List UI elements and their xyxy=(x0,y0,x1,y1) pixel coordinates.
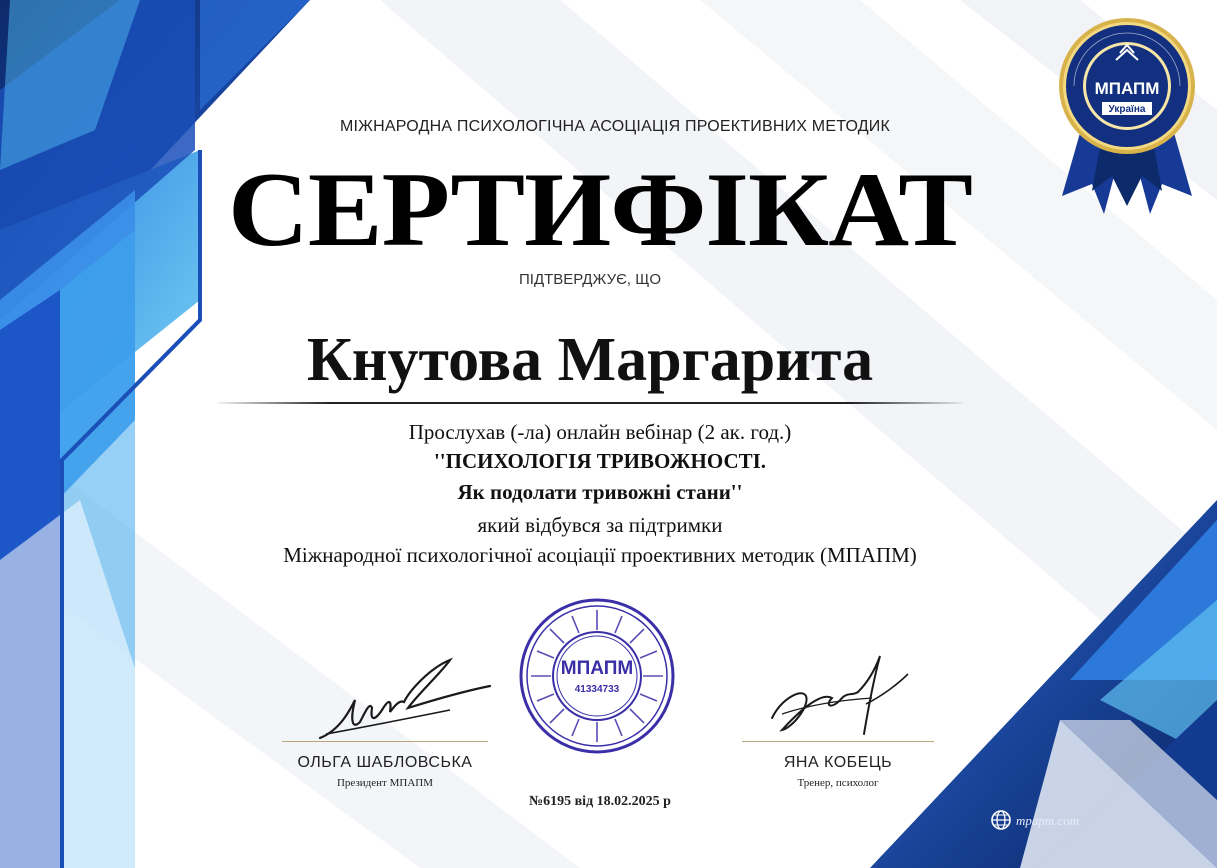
certificate-title: СЕРТИФІКАТ xyxy=(228,151,972,269)
name-underline xyxy=(218,402,963,404)
signer-role-right: Тренер, психолог xyxy=(797,777,879,789)
stamp-abbr: МПАПМ xyxy=(560,658,634,679)
website-link[interactable]: mpapm.com xyxy=(1016,813,1080,828)
webinar-title-line1: ''ПСИХОЛОГІЯ ТРИВОЖНОСТІ. xyxy=(433,449,767,473)
official-stamp xyxy=(517,596,677,756)
signer-role-left: Президент МПАПМ xyxy=(336,777,433,789)
globe-icon xyxy=(990,809,1012,831)
certificate-number: №6195 від 18.02.2025 р xyxy=(529,794,671,809)
stamp-code: 41334733 xyxy=(574,684,620,695)
badge-abbr: МПАПМ xyxy=(1094,79,1160,98)
signature-left-image xyxy=(300,650,500,750)
signer-name-left: ОЛЬГА ШАБЛОВСЬКА xyxy=(297,754,473,771)
body-line-attended: Прослухав (-ла) онлайн вебінар (2 ак. год.) xyxy=(408,420,792,444)
organization-name: МІЖНАРОДНА ПСИХОЛОГІЧНА АСОЦІАЦІЯ ПРОЕКТИВНИХ МЕТОДИК xyxy=(339,118,891,135)
confirms-label: ПІДТВЕРДЖУЄ, ЩО xyxy=(519,271,661,288)
webinar-title-line2: Як подолати тривожні стани'' xyxy=(457,480,743,504)
mpapm-badge-seal xyxy=(1052,16,1202,216)
signer-name-right: ЯНА КОБЕЦЬ xyxy=(783,754,893,771)
body-line-supported: який відбувся за підтримки xyxy=(477,513,723,537)
signature-left-line xyxy=(282,741,488,742)
recipient-name: Кнутова Маргарита xyxy=(306,326,874,394)
body-line-organization: Міжнародної психологічної асоціації проективних методик (МПАПМ) xyxy=(283,543,917,567)
badge-country: Україна xyxy=(1108,104,1146,115)
signature-right-image xyxy=(762,648,922,748)
signature-right-line xyxy=(742,741,934,742)
